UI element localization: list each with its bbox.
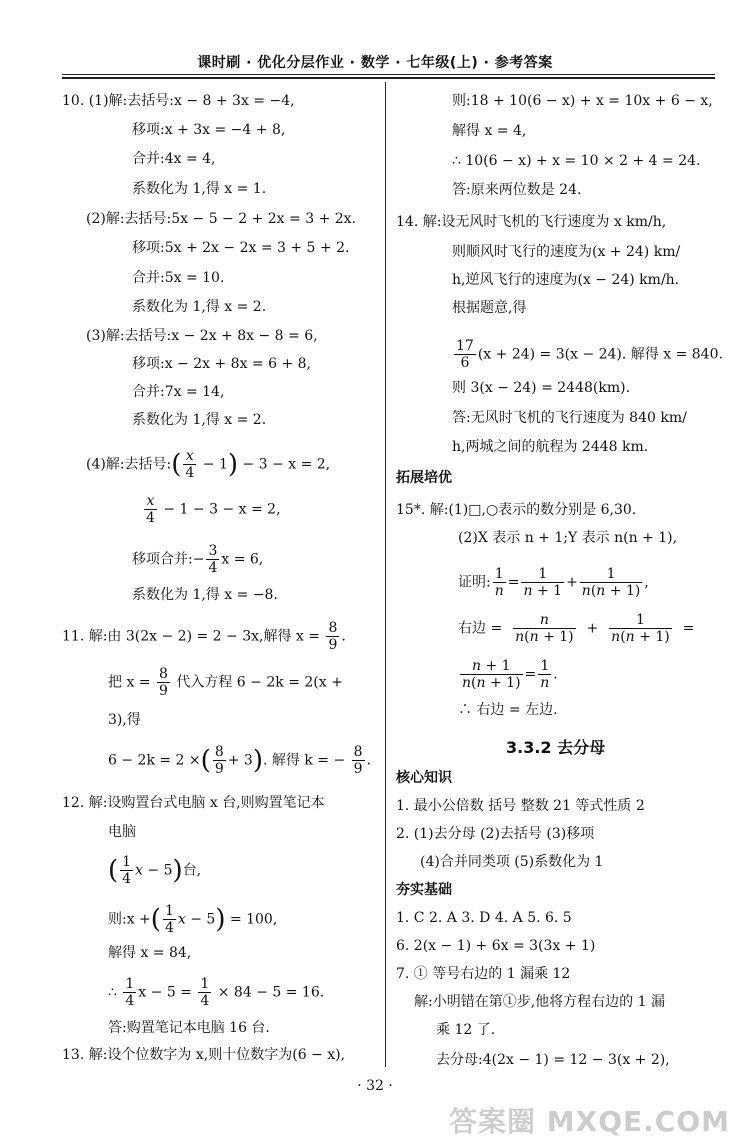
answer-line [108,666,343,699]
answer-line: 系数化为 1,得 x = 2. [132,412,267,428]
answer-line: ∴ 右边 = 左边. [458,702,558,718]
watermark: 答案圈 MXQE.COM [449,1105,730,1138]
fraction: $\frac{8}{9}$ [214,744,224,777]
fraction: $\frac{1}{4}$ [122,854,132,887]
answer-line: 6 − 2k = 2 ×( $\frac{8}{9}$ + 3). 解得 k = − $\frac{8}{9}$ . [108,744,372,777]
text: 把 x = [108,674,151,691]
header-rule-thick [62,77,715,79]
answer-line: 则顺风时飞行的速度为(x + 24) km/ [452,244,681,260]
answer-line [452,338,723,371]
answer-line: ∴ 10(6 − x) + x = 10 × 2 + 4 = 24. [452,153,701,169]
paren-right: ) [227,449,239,480]
answer-line [142,493,281,526]
answer-line: 移项:5x + 2x − 2x = 3 + 5 + 2. [132,240,350,256]
section-heading: 夯实基础 [396,882,452,898]
answer-line: 13. 解:设个位数字为 x,则十位数字为(6 − x), [62,1047,346,1063]
answer-line: 则:18 + 10(6 − x) + x = 10x + 6 − x, [452,93,713,109]
answer-line: 解得 x = 4, [452,123,527,139]
paren-left: ( [200,745,211,776]
answer-line: 系数化为 1,得 x = 1. [132,181,267,197]
paren-left: ( [150,904,161,935]
answer-line [108,976,324,1009]
text: (x + 24) = 3(x − 24). 解得 x = 840. [477,346,723,363]
answer-line: 右边 = $\frac{n}{n(n + 1)}$ + $\frac{1}{n(n + 1)}$ = [458,612,695,645]
fraction: $\frac{n}{n(n + 1)}$ [515,612,574,645]
answer-line: (2)解:去括号:5x − 5 − 2 + 2x = 3 + 2x. [86,211,356,227]
column-divider [385,82,386,1067]
fraction: $\frac{1}{n}$ [540,658,550,691]
answer-line: 移项:x + 3x = −4 + 8, [132,122,286,138]
answer-line: 3),得 [108,712,141,728]
answer-line: (3)解:去括号:x − 2x + 8x − 8 = 6, [86,328,318,344]
fraction: $\frac{1}{n}$ [494,566,504,599]
answer-line: 系数化为 1,得 x = 2. [132,299,267,315]
answer-line: 解:小明错在第①步,他将方程右边的 1 漏 [414,994,665,1010]
fraction: $\frac{3}{4}$ [208,543,218,576]
paren-right: ) [252,745,263,776]
fraction: $\frac{x}{4}$ [146,493,155,526]
fraction: $\frac{x}{4}$ [185,448,195,481]
text: x − 5 = [138,984,192,1001]
answer-line: (4)合并同类项 (5)系数化为 1 [420,854,604,870]
text: (4)解:去括号: [86,456,172,473]
answer-line: 1. C 2. A 3. D 4. A 5. 6. 5 [396,910,572,926]
text: 11. 解:由 3(2x − 2) = 2 − 3x,解得 x = [62,628,321,645]
text: 移项合并:− [132,551,205,568]
paren-right: ) [172,855,183,886]
text: − 3 − x = 2, [242,456,331,473]
answer-line: 根据题意,得 [452,300,527,316]
answer-line: (4)解:去括号:( $\frac{x}{4}$ − 1) − 3 − x = 2, [86,448,331,481]
text: × 84 − 5 = 16. [217,984,325,1001]
text: 则:x + [108,911,151,928]
answer-line: h,逆风飞行的速度为(x − 24) km/h. [452,272,680,288]
answer-line: h,两城之间的航程为 2448 km. [452,439,649,455]
text: 代入方程 6 − 2k = 2(x + [176,674,343,691]
answer-line: 7. ① 等号右边的 1 漏乘 12 [396,966,571,982]
answer-line: 6. 2(x − 1) + 6x = 3(3x + 1) [396,938,596,954]
answer-line: 15*. 解:(1)□,○表示的数分别是 6,30. [396,502,637,518]
answer-line [132,543,263,576]
answer-line: 答:无风时飞机的飞行速度为 840 km/ [452,410,687,426]
header-rule [62,74,715,75]
paren-right: ) [215,904,226,935]
text: ∴ [108,984,117,1001]
section-heading: 拓展培优 [396,470,452,486]
answer-line: 合并:7x = 14, [132,384,225,400]
text: x = 6, [221,551,264,568]
answer-line: 答:购置笔记本电脑 16 台. [108,1020,270,1036]
fraction: $\frac{1}{n(n + 1)}$ [611,612,670,645]
answer-line: 合并:5x = 10. [132,270,225,286]
answer-line: 证明: $\frac{1}{n}$ = $\frac{1}{n + 1}$ + $\frac{1}{n(n + 1)}$ , [458,566,649,599]
text: 6 − 2k = 2 × [108,752,201,769]
paren-left: ( [108,855,119,886]
answer-line: 答:原来两位数是 24. [452,182,582,198]
answer-line: 12. 解:设购置台式电脑 x 台,则购置笔记本 [62,795,325,811]
answer-line: 合并:4x = 4, [132,151,216,167]
answer-line: 则 3(x − 24) = 2448(km). [452,380,631,396]
section-heading: 核心知识 [396,770,452,786]
fraction: $\frac{1}{4}$ [164,903,174,936]
text: 台, [182,862,202,879]
fraction: $\frac{1}{4}$ [200,976,210,1009]
fraction: $\frac{1}{n + 1}$ [523,566,563,599]
fraction: $\frac{8}{9}$ [328,620,338,653]
answer-line: 去分母:4(2x − 1) = 12 − 3(x + 2), [436,1052,670,1068]
fraction: $\frac{8}{9}$ [158,666,168,699]
fraction: $\frac{8}{9}$ [353,744,363,777]
answer-line: 2. (1)去分母 (2)去括号 (3)移项 [396,826,595,842]
page-header: 课时刷 · 优化分层作业 · 数学 · 七年级(上) · 参考答案 [197,55,553,71]
answer-line: ( $\frac{1}{4}$ x − 5)台, [108,854,202,887]
page-number: · 32 · [357,1078,393,1094]
answer-line: 系数化为 1,得 x = −8. [132,587,278,603]
fraction: $\frac{n + 1}{n(n + 1)}$ [462,658,521,691]
answer-line: $\frac{n + 1}{n(n + 1)}$ = $\frac{1}{n}$ . [462,658,558,691]
answer-line: 移项:x − 2x + 8x = 6 + 8, [132,356,312,372]
paren-left: ( [171,449,182,480]
fraction: $\frac{1}{n(n + 1)}$ [581,566,641,599]
answer-line: 1. 最小公倍数 括号 整数 21 等式性质 2 [396,798,645,814]
text: 证明: [458,574,491,591]
section-title: 3.3.2 去分母 [506,738,606,757]
answer-line: 11. 解:由 3(2x − 2) = 2 − 3x,解得 x = $\frac{8}{9}$ . [62,620,346,653]
answer-line: 10. (1)解:去括号:x − 8 + 3x = −4, [62,93,295,109]
fraction: $\frac{1}{4}$ [125,976,135,1009]
answer-line: (2)X 表示 n + 1;Y 表示 n(n + 1), [458,530,678,546]
answer-line: 电脑 [108,824,136,840]
text: . 解得 k = − [262,752,346,769]
fraction: $\frac{17}{6}$ [456,338,474,371]
text: − 1 − 3 − x = 2, [163,501,281,518]
text: 右边 = [458,620,503,637]
text: = 100, [229,911,278,928]
answer-line: 解得 x = 84, [108,945,192,961]
answer-line: 乘 12 了. [436,1022,496,1038]
answer-line: 14. 解:设无风时飞机的飞行速度为 x km/h, [396,214,667,230]
answer-line: 则:x +( $\frac{1}{4}$ x − 5) = 100, [108,903,278,936]
